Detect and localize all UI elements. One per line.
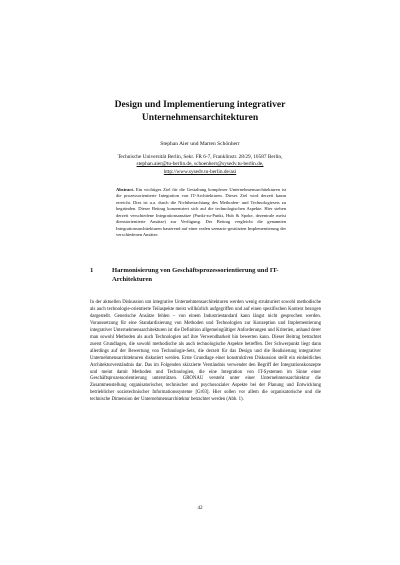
affiliation-emails[interactable]: stephan.aier@tu-berlin.de, schoenherr@sysedv.tu-berlin.de, (136, 161, 264, 168)
paper-title (60, 99, 340, 124)
authors: Stephan Aier und Marten Schönherr (160, 141, 240, 147)
abstract (116, 187, 286, 239)
title-line-2: Unternehmensarchitekturen (141, 111, 259, 123)
title-line-1: Design und Implementierung integrativer (114, 99, 286, 110)
body-paragraph: In der aktuellen Diskussion um integrative Unternehmensarchitekturen werden wenig strukturiert sowohl methodische als auch technologie-orientierte Teilaspekte meist willkürlich aufgegriffen und auf einen spezifischen Kontext bezogen dargestellt. Generische Ansätze fehlen – von einem Industriestandard kann längst nicht gesprochen werden. Voraussetzung für eine Standardisierung von Methoden und Technologien zur Konzeption und Implementierung integrativer Unternehmensarchitekturen ist die Definition allgemeingültiger Anforderungen und Kriterien, anhand derer man sowohl Methoden als auch Technologien auf ihre Verwendbarkeit hin bewerten kann. Dieser Beitrag betrachtet zuerst Grundlagen, die sowohl methodische als auch technologische Aspekte betreffen. Der Schwerpunkt liegt dann allerdings auf der Bewertung von Technologie-Sets, die derzeit für das Design und die Realisierung integrativer Unternehmensarchitekturen diskutiert werden. Erste Grundlage einer konstruktiven Diskussion stellt ein einheitliches Architekturverständnis dar. Das im Folgenden skizzierte Verständnis verwendet den Begriff der Integrationskonzepte und meint damit Methoden und Technologien, die eine Integration von IT-Systemen im Sinne einer Geschäftsprozessorientierung unterstützen. GRONAU versteht unter einer Unternehmensarchitektur die Zusammenstellung organisatorischer, technischer und psychosozialer Aspekte bei der Planung und Entwicklung betrieblicher soziotechnischer Informationssysteme [Gr03]. Hier sollen vor allem die organisatorische und die technische Dimension der Unternehmensarchitektur betrachtet werden (Abb. 1). (90, 300, 321, 403)
affiliation (60, 154, 340, 176)
abstract-label: Abstract. (116, 187, 135, 192)
abstract-text: Ein wichtiges Ziel für die Gestaltung komplexer Unternehmensarchitekturen ist die prozessorientierte Integration von IT-Architekturen. Dieses Ziel wird derzeit kaum erreicht. Dies ist u.a. durch die Nichtbetrachtung des Methoden- und Technologiesets zu begründen. Dieser Beitrag konzentriert sich auf die technologischen Aspekte. Hier stehen derzeit verschiedene Integrationsansätze (Punkt-zu-Punkt, Hub & Spoke, dezentrale meist dienstorientierte Ansätze) zur Verfügung. Der Beitrag vergleicht die genannten Integrationsarchitekturen basierend auf einer realen szenario-gestützten Implementierung der verschiedenen Ansätze. (116, 187, 287, 238)
page-number: 42 (197, 505, 203, 511)
section-number: 1 (90, 267, 94, 274)
affiliation-address: Technische Universität Berlin, Sekr. FR 6-7, Franklinstr. 28/29, 10587 Berlin, (117, 154, 283, 160)
section-title: Harmonisierung von Geschäftsprozessorientierung und IT-Architekturen (112, 267, 279, 283)
body-text (90, 300, 321, 404)
affiliation-url[interactable]: http://www.sysedv.tu-berlin.de/asi (163, 168, 237, 175)
